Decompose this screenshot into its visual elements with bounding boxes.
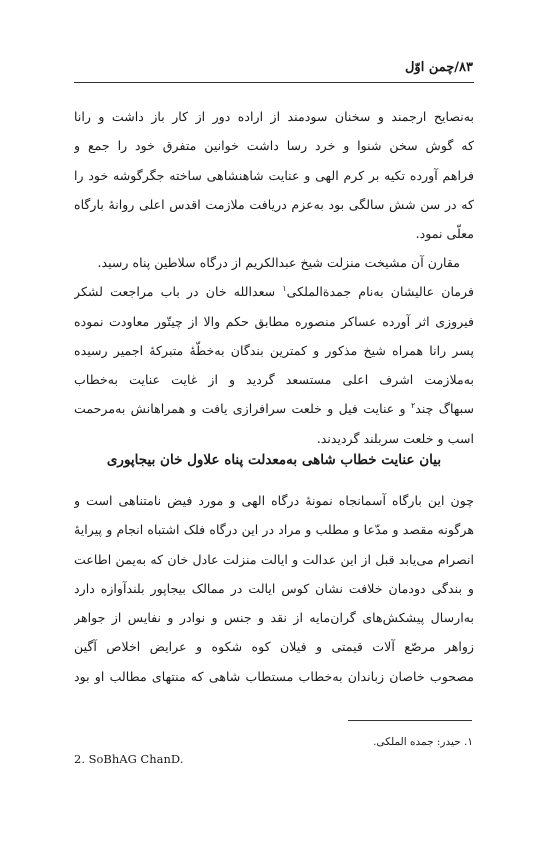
footnote-2: 2. SoBhAG ChanD. — [74, 752, 184, 766]
footnote-1: ۱. حیدر: جمده الملکی. — [373, 736, 473, 748]
paragraph-line: به‌ملازمت اشرف اعلی مستسعد گردید و از غایت عنایت به‌خطاب — [74, 372, 474, 388]
paragraph-line: که در سن شش سالگی بود به‌عزم دریافت ملازمت اقدس اعلی روانهٔ بارگاه — [74, 196, 474, 212]
line-text: فرمان عالیشان به‌نام جمدةالملکی — [286, 284, 474, 300]
line-text: سعدالله خان در باب مراجعت لشکر — [74, 284, 283, 300]
paragraph-1 — [74, 102, 474, 248]
paragraph-line: چون این بارگاه آسمانجاه نمونهٔ درگاه الهی و مورد فیض نامتناهی است و — [74, 493, 474, 508]
paragraph-line: اسب و خلعت سربلند گردیدند. — [316, 430, 474, 446]
paragraph-line: فیروزی اثر آورده عساکر منصوره مطابق حکم والا از چیتّور معاودت نموده — [74, 313, 474, 329]
paragraph-line: به‌ارسال پیشکش‌های گران‌مایه از نقد و جنس و نوادر و نفایس از جواهر — [74, 610, 474, 626]
paragraph-line: به‌نصایح ارجمند و سخنان سودمند از اراده دور از کار باز داشت و رانا — [74, 109, 474, 124]
paragraph-line: پسر رانا همراه شیخ مذکور و کمترین بندگان به‌خطّهٔ متبرکهٔ اجمیر رسیده — [74, 342, 474, 358]
line-text: سبهاگ چند — [415, 401, 474, 417]
section-heading: بیان عنایت خطاب شاهی به‌معدلت پناه علاول خان بیجاپوری — [106, 452, 442, 468]
paragraph-3 — [74, 486, 474, 691]
paragraph-line: مصحوب خاصان زباندان به‌خطاب مستطاب شاهی که منتهای مطالب او بود — [74, 668, 474, 684]
footnote-marker: ۱ — [282, 284, 287, 294]
paragraph-line — [74, 277, 474, 306]
footnote-marker: ۲ — [410, 401, 416, 411]
paragraph-line: زواهر مرصّع آلات قیمتی و فیلان کوه شکوه و عرایض اخلاص آگین — [74, 639, 474, 655]
footnote-rule — [348, 720, 472, 721]
paragraph-2 — [74, 248, 474, 453]
paragraph-line: معلّی نمود. — [415, 226, 474, 242]
line-text: و عنایت فیل و خلعت سرافرازی یافت و همراهانش به‌مرحمت — [74, 401, 411, 417]
paragraph-line: هرگونه مقصد و مدّعا و مطلب و مراد در این درگاه فلک اشتباه انجام و پیرایهٔ — [74, 522, 474, 538]
paragraph-line: انصرام می‌یابد قبل از این عدالت و ایالت منزلت عادل خان که به‌یمن اطاعت — [74, 551, 474, 567]
paragraph-line — [74, 394, 474, 423]
paragraph-line: که گوش سخن شنوا و خرد رسا داشت خوانین متفرق خود را جمع و — [74, 138, 474, 154]
running-head: ۸۳/چمن اوّل — [404, 60, 473, 75]
paragraph-line: فراهم آورده تکیه بر کرم الهی و عنایت شاهنشاهی ساخته جگرگوشه خود را — [74, 167, 474, 183]
paragraph-line: مقارن آن مشیخت منزلت شیخ عبدالکریم از درگاه سلاطین پناه رسید. — [97, 255, 460, 270]
paragraph-line: و بندگی دودمان خلافت نشان کوس ایالت در ممالک بیجاپور بلندآوازه دارد — [74, 580, 474, 596]
header-rule — [74, 82, 474, 83]
